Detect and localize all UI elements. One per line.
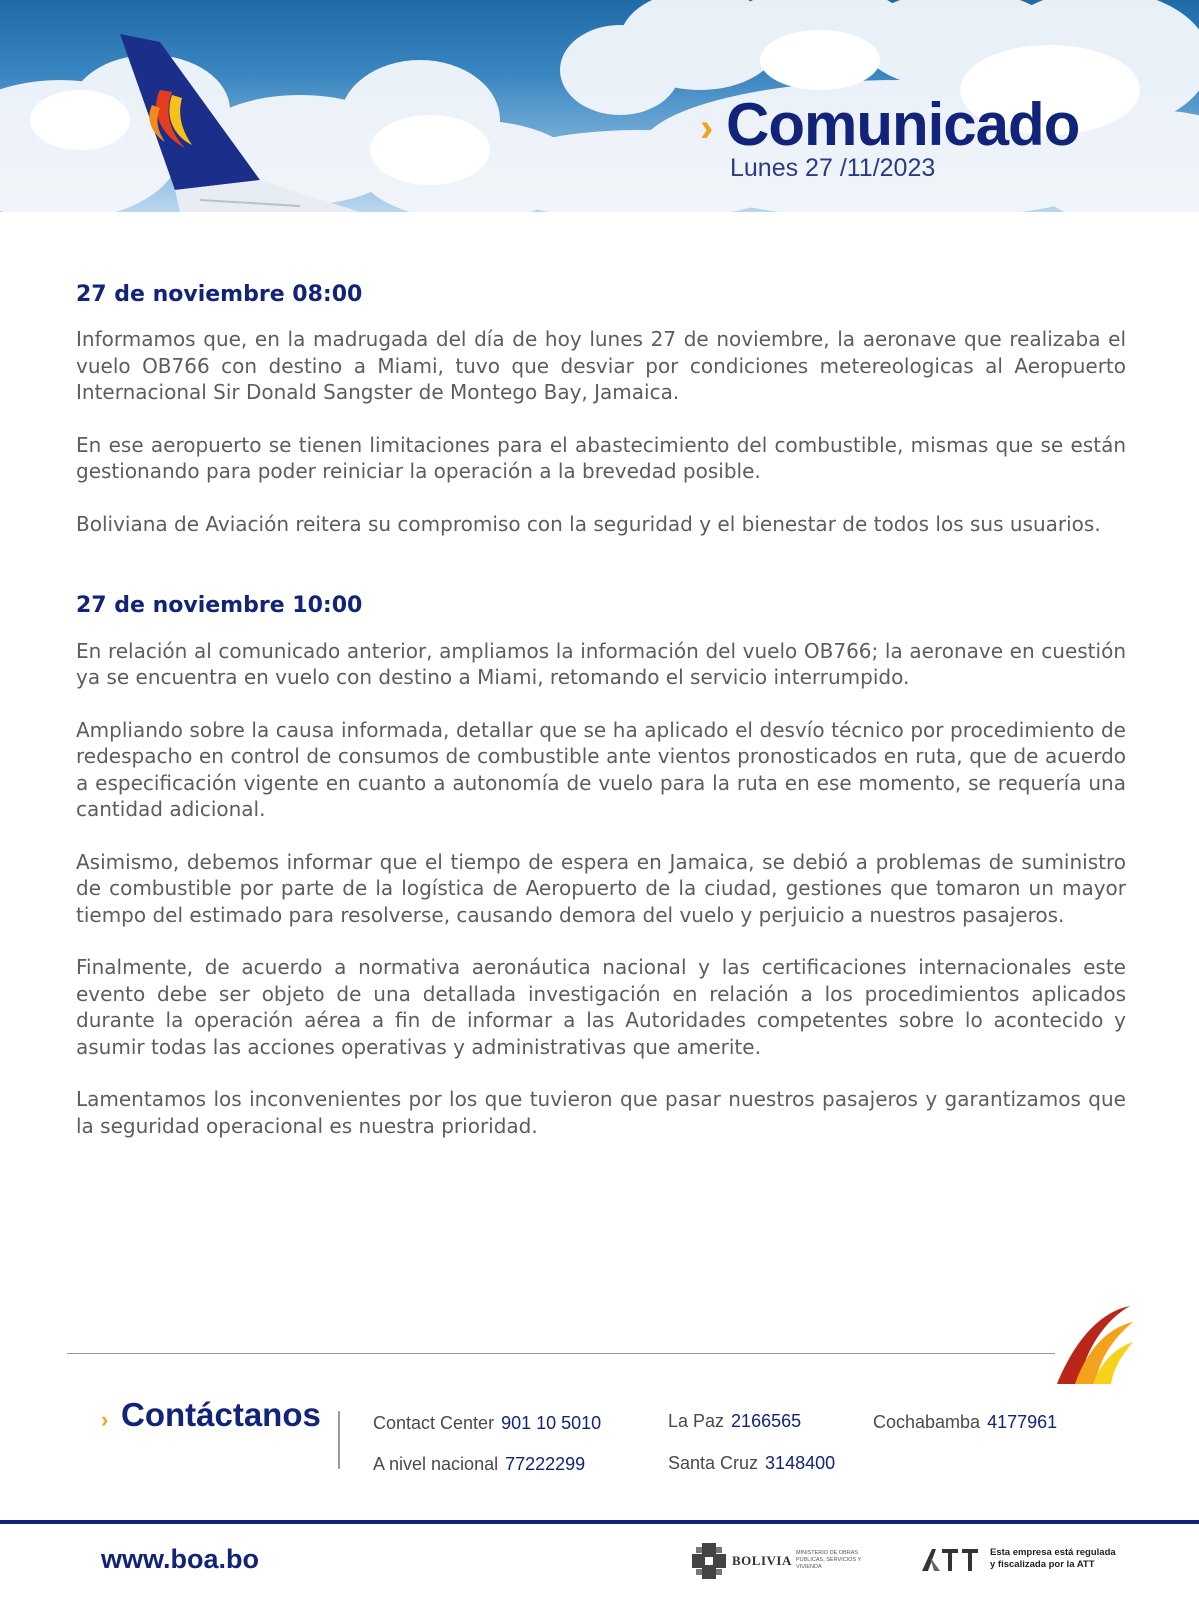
contact-title: Contáctanos [121,1396,321,1433]
bolivia-logo-text: BOLIVIA [732,1553,792,1568]
chevron-right-icon: › [101,1407,109,1432]
header-banner [0,0,1199,212]
paragraph: Finalmente, de acuerdo a normativa aeronáutica nacional y las certificaciones internacionales este evento debe ser objeto de una detallada investigación en relación a los procedimientos aplicados durante la operación aérea a fin de informar a las Autoridades competentes sobre lo acontecido y asumir todas las acciones operativas y administrativas que amerite. [76,955,1126,1059]
paragraph: Asimismo, debemos informar que el tiempo de espera en Jamaica, se debió a problemas de suministro de combustible por parte de la logística de Aeropuerto de la ciudad, gestiones que tomaron un mayor tiempo del estimado para resolverse, causando demora del vuelo y perjuicio a nuestros pasajeros. [76,849,1126,927]
paragraph: Informamos que, en la madrugada del día de hoy lunes 27 de noviembre, la aeronave que realizaba el vuelo OB766 con destino a Miami, tuvo que desviar por condiciones metereologicas al Aeropuerto Internacional Sir Donald Sangster de Montego Bay, Jamaica. [76,327,1126,405]
paragraph: Lamentamos los inconvenientes por los que tuvieron que pasar nuestros pasajeros y garantizamos que la seguridad operacional es nuestra prioridad. [76,1087,1126,1138]
section-1000 [76,593,1126,1139]
phone-number: 4177961 [987,1412,1058,1432]
contact-label: A nivel nacional [373,1454,499,1474]
paragraph: En ese aeropuerto se tienen limitaciones para el abastecimiento del combustible, mismas que se están gestionando para poder reiniciar la operación a la brevedad posible. [76,432,1126,484]
chevron-right-icon: › [700,106,714,150]
contact-nacional [373,1454,585,1475]
contact-label: Contact Center [373,1413,495,1433]
att-logo [920,1545,1120,1579]
att-regulation-note: Esta empresa está regulada y fiscalizada por la ATT [990,1547,1116,1570]
bolivia-emblem-icon [690,1541,728,1581]
page-date: Lunes 27 /11/2023 [730,154,936,182]
main-content [76,282,1126,1165]
bottom-bar [0,1520,1199,1524]
page-title: Comunicado [726,91,1080,158]
phone-number: 3148400 [765,1453,836,1473]
contact-santa-cruz [668,1453,835,1474]
paragraph: Boliviana de Aviación reitera su compromiso con la seguridad y el bienestar de todos los sus usuarios. [76,511,1101,536]
boa-swoosh-logo-icon [1055,1300,1135,1390]
contact-label: Santa Cruz [668,1453,759,1473]
contact-divider [338,1411,340,1469]
website-link[interactable]: www.boa.bo [101,1544,259,1574]
contact-label: Cochabamba [873,1412,981,1432]
paragraph: En relación al comunicado anterior, ampliamos la información del vuelo OB766; la aeronave en cuestión ya se encuentra en vuelo con destino a Miami, retomando el servicio interrumpido. [76,638,1126,690]
att-logo-mark-icon [920,1545,982,1575]
bolivia-ministry-logo [690,1541,890,1581]
phone-number: 901 10 5010 [501,1413,602,1433]
phone-number: 77222299 [505,1454,586,1474]
contact-center [373,1413,601,1434]
paragraph: Ampliando sobre la causa informada, detallar que se ha aplicado el desvío técnico por procedimiento de redespacho en control de consumos de combustible ante vientos pronosticados en ruta, que de acuerdo a especificación vigente en cuanto a autonomía de vuelo para la ruta en ese momento, se requería una cantidad adicional. [76,717,1126,822]
phone-number: 2166565 [731,1411,802,1431]
section-title: 27 de noviembre 10:00 [76,593,363,619]
contact-la-paz [668,1411,801,1432]
section-title: 27 de noviembre 08:00 [76,282,363,307]
footer-divider [67,1353,1055,1354]
contact-cochabamba [873,1412,1057,1433]
contact-label: La Paz [668,1411,725,1431]
ministry-text: MINISTERIO DE OBRAS PÚBLICAS, SERVICIOS Y VIVIENDA [796,1550,862,1570]
section-0800 [76,282,1126,537]
